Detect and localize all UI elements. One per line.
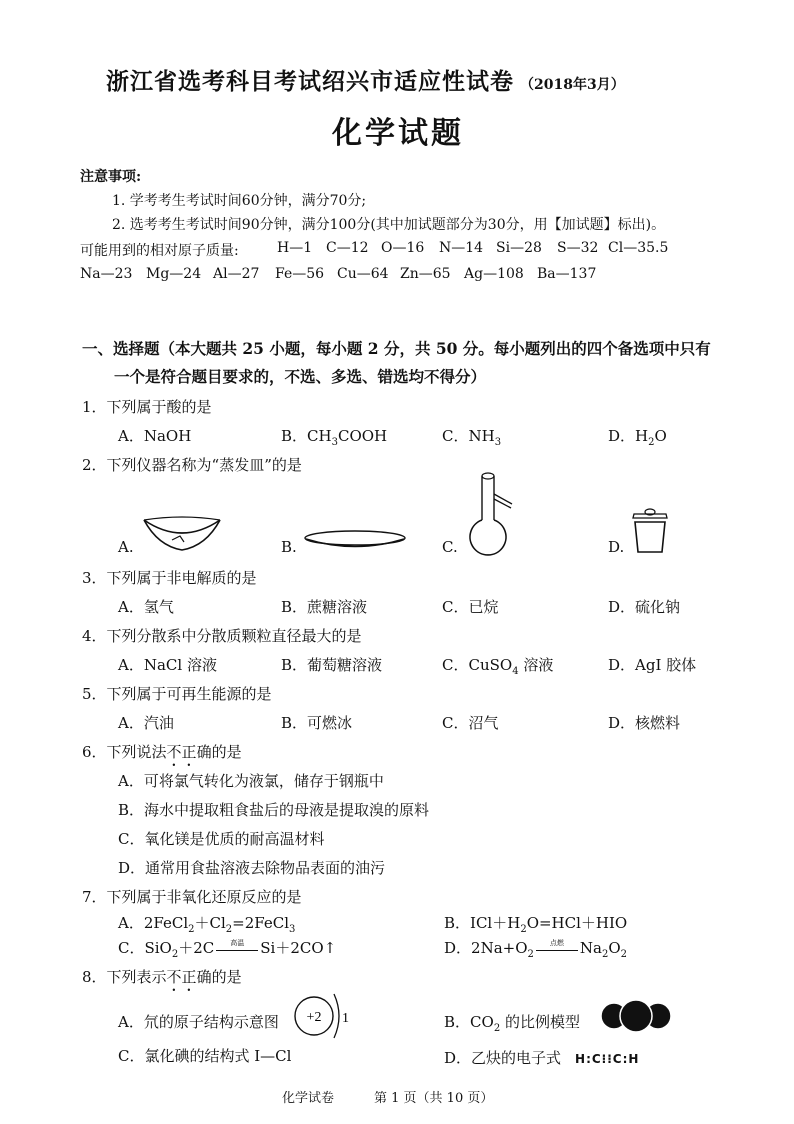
page-number: 第 1 页（共 10 页） — [374, 1091, 494, 1106]
q1-option-d: D．$H_2O$ — [608, 427, 667, 448]
exam-title — [106, 63, 625, 96]
q1-option-a: A．NaOH — [118, 427, 192, 445]
q7-option-c: C．SiO$_2$＋2C 高温 Si＋2CO↑ — [118, 939, 337, 960]
atomic-mass-c: C—12 — [326, 240, 369, 256]
q8-option-d: D．乙炔的电子式 H:C⁝⁝C:H — [444, 1049, 640, 1067]
reaction-condition-ignite: 点燃 — [534, 942, 580, 956]
atomic-structure-diagram — [290, 990, 354, 1042]
q4-option-d: D．AgI 胶体 — [608, 656, 697, 674]
q8-option-c: C．氯化碘的结构式 I—Cl — [118, 1047, 292, 1065]
notes-item-1: 1. 学考考生考试时间60分钟，满分70分; — [112, 193, 367, 209]
question-3-stem: 3．下列属于非电解质的是 — [82, 569, 257, 587]
atomic-mass-s: S—32 — [557, 240, 599, 256]
q1-option-b: B．$CH_3COOH$ — [281, 427, 388, 448]
atomic-mass-cl: Cl—35.5 — [608, 240, 669, 256]
q5-option-b: B．可燃冰 — [281, 714, 353, 732]
acetylene-electron-formula: H:C⁝⁝C:H — [575, 1052, 640, 1066]
section-heading: 一、选择题（本大题共 25 小题，每小题 2 分，共 50 分。每小题列出的四个备选项中只有 — [82, 339, 711, 358]
question-2-stem: 2．下列仪器名称为“蒸发皿”的是 — [82, 456, 302, 474]
atomic-mass-o: O—16 — [381, 240, 425, 256]
q8-option-b: B．$CO_2$ 的比例模型 — [444, 1013, 580, 1034]
watch-glass-image — [302, 528, 408, 554]
q3-option-a: A．氢气 — [118, 598, 174, 616]
q2-option-b: B. — [281, 538, 297, 556]
q8-option-a: A．氘的原子结构示意图 — [118, 1013, 279, 1031]
co2-space-filling-model — [600, 998, 672, 1034]
reaction-condition-high-temp: 高温 — [214, 942, 260, 956]
exam-date: （2018年3月） — [520, 77, 625, 93]
q4-option-c: C．CuSO$_4$ 溶液 — [442, 656, 554, 677]
q6-option-c: C．氧化镁是优质的耐高温材料 — [118, 830, 325, 848]
page-subtitle: 化学试题 — [332, 116, 464, 151]
question-8-stem: 8．下列表示不正确的是 — [82, 968, 242, 986]
atomic-mass-n: N—14 — [439, 240, 484, 256]
evaporating-dish-image — [140, 512, 224, 556]
question-4-stem: 4．下列分散系中分散质颗粒直径最大的是 — [82, 627, 362, 645]
section-heading-cont: 一个是符合题目要求的，不选、多选、错选均不得分） — [114, 367, 487, 386]
question-1-stem: 1．下列属于酸的是 — [82, 398, 212, 416]
q7-option-a: A．$2FeCl_2+Cl_2=2FeCl_3$ — [118, 914, 296, 935]
q2-option-d: D. — [608, 538, 625, 556]
footer-subject: 化学试卷 — [282, 1091, 335, 1106]
notes-item-2: 2. 选考考生考试时间90分钟，满分100分(其中加试题部分为30分，用【加试题】标出)。 — [112, 217, 666, 233]
question-7-stem: 7．下列属于非氧化还原反应的是 — [82, 888, 302, 906]
q3-option-c: C．已烷 — [442, 598, 499, 616]
question-6-stem: 6．下列说法不正确的是 — [82, 743, 242, 761]
exam-title-text: 浙江省选考科目考试绍兴市适应性试卷 — [106, 68, 514, 95]
atomic-mass-mg: Mg—24 — [146, 266, 202, 282]
question-5-stem: 5．下列属于可再生能源的是 — [82, 685, 272, 703]
crucible-image — [630, 506, 670, 556]
q3-option-d: D．硫化钠 — [608, 598, 681, 616]
electron-count-label: 1 — [342, 1011, 349, 1026]
q2-option-c: C. — [442, 538, 458, 556]
q2-option-a: A. — [118, 538, 134, 556]
q4-option-b: B．葡萄糖溶液 — [281, 656, 383, 674]
atomic-mass-ba: Ba—137 — [537, 266, 597, 282]
atomic-mass-ag: Ag—108 — [464, 266, 524, 282]
distillation-flask-image — [462, 470, 518, 558]
atomic-mass-cu: Cu—64 — [337, 266, 389, 282]
q4-option-a: A．NaCl 溶液 — [118, 656, 217, 674]
q5-option-a: A．汽油 — [118, 714, 174, 732]
q1-option-c: C．$NH_3$ — [442, 427, 502, 448]
nucleus-charge-label: +2 — [306, 1010, 322, 1025]
atomic-mass-na: Na—23 — [80, 266, 133, 282]
q7-option-d: D．$2Na+O_2$ 点燃 $Na_2O_2$ — [444, 939, 628, 960]
q6-option-b: B．海水中提取粗食盐后的母液是提取溴的原料 — [118, 801, 430, 819]
atomic-mass-si: Si—28 — [496, 240, 542, 256]
atomic-mass-h: H—1 — [277, 240, 313, 256]
q3-option-b: B．蔗糖溶液 — [281, 598, 368, 616]
atomic-mass-zn: Zn—65 — [400, 266, 451, 282]
q5-option-d: D．核燃料 — [608, 714, 681, 732]
q5-option-c: C．沼气 — [442, 714, 499, 732]
atomic-mass-fe: Fe—56 — [275, 266, 325, 282]
q6-option-d: D．通常用食盐溶液去除物品表面的油污 — [118, 859, 386, 877]
atomic-mass-al: Al—27 — [213, 266, 260, 282]
q6-option-a: A．可将氯气转化为液氯，储存于钢瓶中 — [118, 772, 384, 790]
notes-heading: 注意事项: — [80, 169, 142, 185]
q7-option-b: B．$ICl+H_2O=HCl+HIO$ — [444, 914, 628, 935]
atomic-masses-label: 可能用到的相对原子质量: — [80, 243, 239, 259]
